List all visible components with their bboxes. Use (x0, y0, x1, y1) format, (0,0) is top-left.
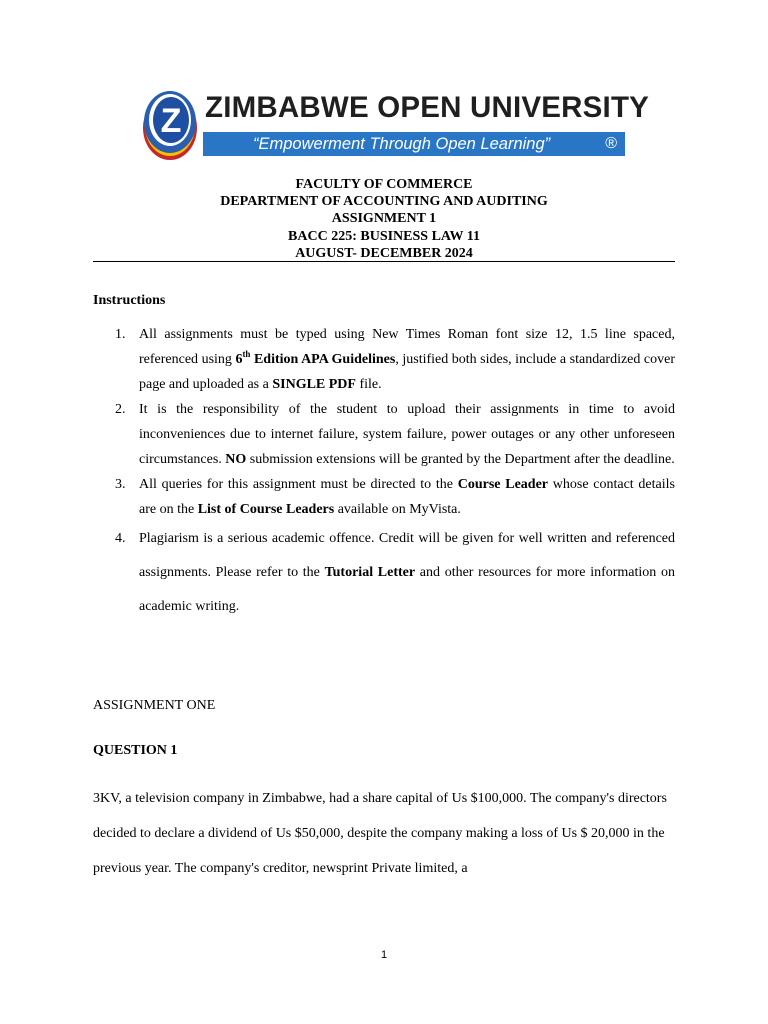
logo-tagline: “Empowerment Through Open Learning” (253, 135, 551, 153)
department-name: DEPARTMENT OF ACCOUNTING AND AUDITING (220, 194, 548, 210)
instruction-item: 2. It is the responsibility of the student to upload their assignments in time to avoid inconveniences due to internet failure, system failure, power outages or any other unforeseen circumstances. NO submission extensions will be granted by the Department after the deadline. (93, 397, 675, 472)
assignment-label: ASSIGNMENT ONE (93, 698, 216, 713)
instruction-item: 1. All assignments must be typed using New Times Roman font size 12, 1.5 line spaced, referenced using 6th Edition APA Guidelines, justified both sides, include a standardized cover page and uploaded as a SINGLE PDF file. (93, 322, 675, 397)
file-format: SINGLE PDF (272, 377, 356, 392)
logo-title: ZIMBABWE OPEN UNIVERSITY (205, 91, 650, 124)
question-body: 3KV, a television company in Zimbabwe, had a share capital of Us $100,000. The company's directors decided to declare a dividend of Us $50,000, despite the company making a loss of Us $ 20,000 in the previous year. The company's creditor, newsprint Private limited, a (93, 791, 667, 876)
university-logo (141, 86, 650, 162)
logo-tagline-banner (203, 132, 625, 156)
instruction-item: 3. All queries for this assignment must be directed to the Course Leader whose contact details are on the List of Course Leaders available on MyVista. (93, 472, 675, 522)
instruction-item: 4. Plagiarism is a serious academic offence. Credit will be given for well written and referenced assignments. Please refer to the Tutorial Letter and other resources for more information on academic writing. (93, 522, 675, 624)
assignment-number: ASSIGNMENT 1 (331, 211, 437, 227)
question-title: QUESTION 1 (93, 743, 178, 758)
header-divider (93, 261, 675, 262)
semester-period: AUGUST- DECEMBER 2024 (295, 245, 473, 261)
page-number: 1 (380, 949, 388, 961)
faculty-name: FACULTY OF COMMERCE (295, 177, 473, 192)
course-code: BACC 225: BUSINESS LAW 11 (288, 228, 480, 244)
instruction-number: 2. (115, 402, 126, 417)
svg-text:Z: Z (160, 102, 182, 140)
instruction-number: 1. (115, 327, 126, 342)
registered-mark-icon: ® (605, 135, 617, 152)
instruction-number: 3. (115, 477, 126, 492)
university-emblem-icon (141, 86, 201, 162)
document-header (93, 176, 675, 262)
instructions-list (93, 322, 675, 624)
instruction-number: 4. (115, 531, 126, 546)
instructions-heading: Instructions (93, 293, 166, 308)
apa-edition: 6th Edition APA Guidelines (235, 349, 396, 367)
